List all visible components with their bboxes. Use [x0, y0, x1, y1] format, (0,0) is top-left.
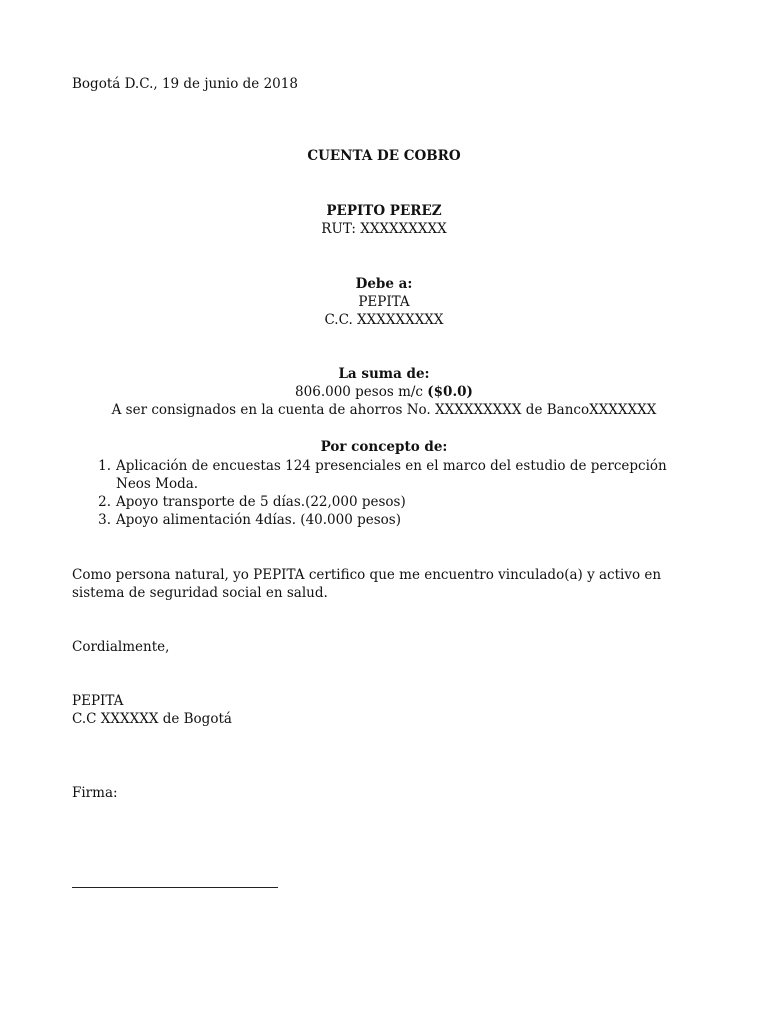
- concepts-heading: Por concepto de:: [320, 439, 448, 455]
- creditor-name: PEPITA: [358, 294, 410, 310]
- amount-value: [0, 383, 768, 401]
- debtor-rut: RUT: XXXXXXXXX: [321, 221, 447, 237]
- list-item-number: 1.: [98, 458, 111, 474]
- list-item-text: Aplicación de encuestas 124 presenciales en el marco del estudio de percepción Neos Moda.: [116, 458, 667, 492]
- signer-name: PEPITA: [72, 693, 124, 709]
- list-item: [93, 493, 703, 511]
- certification-paragraph: Como persona natural, yo PEPITA certifico que me encuentro vinculado(a) y activo en sistema de seguridad social en salud.: [72, 567, 662, 601]
- debtor-name: PEPITO PEREZ: [326, 203, 442, 219]
- creditor-id: C.C. XXXXXXXXX: [324, 312, 444, 328]
- account-line: A ser consignados en la cuenta de ahorros No. XXXXXXXXX de BancoXXXXXXX: [111, 402, 657, 418]
- list-item-number: 2.: [98, 494, 111, 510]
- date-line: Bogotá D.C., 19 de junio de 2018: [72, 76, 298, 92]
- signature-label: Firma:: [72, 785, 118, 801]
- list-item: [93, 457, 703, 493]
- list-item-text: Apoyo transporte de 5 días.(22,000 pesos): [116, 494, 406, 510]
- list-item-text: Apoyo alimentación 4días. (40.000 pesos): [116, 512, 401, 528]
- list-item: [93, 511, 703, 529]
- list-item-number: 3.: [98, 512, 111, 528]
- signer-id: C.C XXXXXX de Bogotá: [72, 711, 232, 727]
- signature-line: [72, 887, 278, 888]
- document-title: CUENTA DE COBRO: [307, 148, 461, 164]
- salutation: Cordialmente,: [72, 639, 170, 655]
- amount-heading: La suma de:: [338, 366, 430, 382]
- amount-value-bold: ($0.0): [427, 384, 473, 400]
- creditor-heading: Debe a:: [355, 276, 413, 292]
- amount-value-text: 806.000 pesos m/c: [295, 384, 423, 400]
